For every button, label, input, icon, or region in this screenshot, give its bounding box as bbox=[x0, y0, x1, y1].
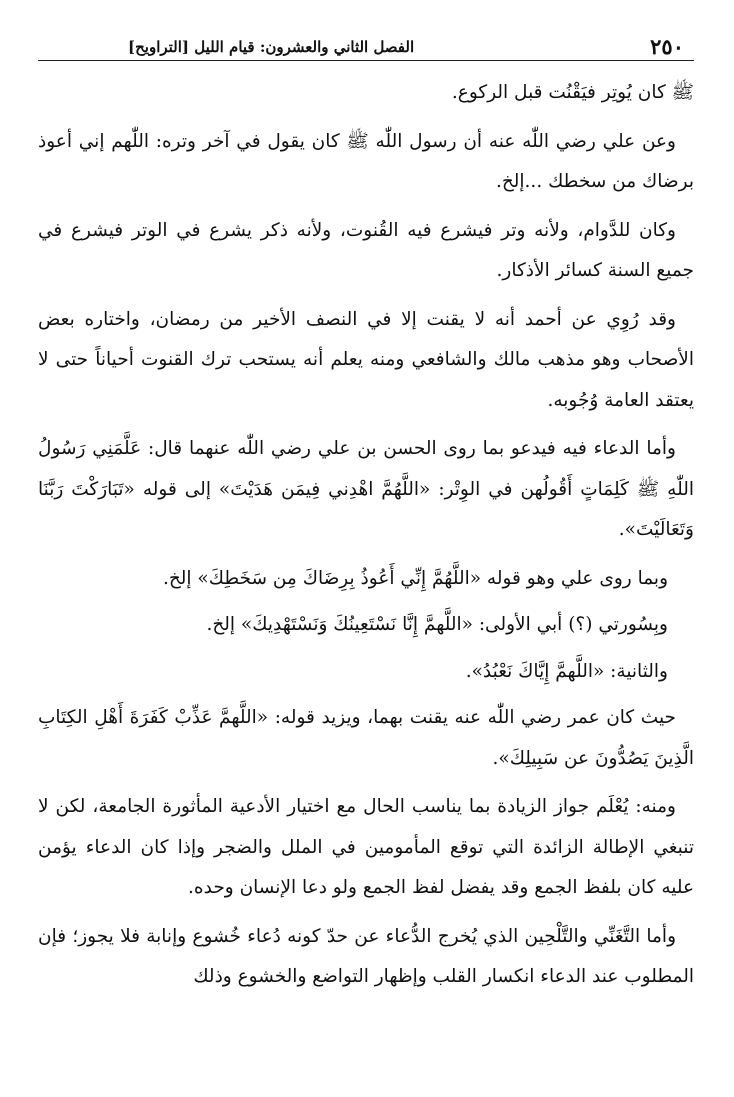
paragraph-ubayy-first-surah: وبِسُورتي (؟) أبي الأولى: «اللَّهمَّ إِنَّا نَسْتَعِينُكَ وَنَسْتَهْدِيكَ» إلخ. bbox=[206, 614, 668, 635]
page-number: ٢٥٠ bbox=[650, 34, 684, 59]
paragraph-umar-qunut: حيث كان عمر رضي اللّٰه عنه يقنت بهما، ويزيد قوله: «اللَّهمَّ عَذِّبْ كَفَرَةَ أَهْلِ الكِتَابِ الَّذِينَ يَصُدُّونَ عن سَبِيلِكَ». bbox=[38, 707, 694, 769]
paragraph-ali-narration: وعن علي رضي اللّٰه عنه أن رسول اللّٰه ﷺ كان يقول في آخر وتره: اللّٰهم إني أعوذ برضاك من سخطك ...إلخ. bbox=[38, 130, 694, 192]
paragraph-witr-qunut: ﷺ كان يُوتِر فيَقْنُت قبل الركوع. bbox=[451, 82, 694, 103]
paragraph-hasan-dua: وأما الدعاء فيه فيدعو بما روى الحسن بن علي رضي اللّٰه عنهما قال: عَلَّمَنِي رَسُولُ اللّٰهِ ﷺ كَلِمَاتٍ أَقُولُهن في الوِتْر: «اللَّهُمَّ اهْدِني فِيمَن هَدَيْتَ» إلى قوله «تَبَارَكْتَ رَبَّنَا وَتَعَالَيْتَ». bbox=[38, 438, 694, 540]
paragraph-ali-dua: وبما روى علي وهو قوله «اللَّهُمَّ إِنِّي أَعُوذُ بِرِضَاكَ مِن سَخَطِكَ» إلخ. bbox=[162, 567, 668, 589]
paragraph-chanting: وأما التَّغَنِّي والتَّلْحِين الذي يُخرج الدُّعاء عن حدّ كونه دُعاء خُشوع وإنابة فلا يجوز؛ فإن المطلوب عند الدعاء انكسار القلب وإظهار التواضع والخشوع وذلك bbox=[38, 925, 694, 987]
paragraph-permanence: وكان للدَّوام، ولأنه وتر فيشرع فيه القُنوت، ولأنه ذكر يشرع في الوتر فيشرع في جميع السنة كسائر الأذكار. bbox=[38, 219, 694, 281]
paragraph-ubayy-second-surah: والثانية: «اللَّهمَّ إِيَّاكَ نَعْبُدُ». bbox=[465, 660, 668, 682]
chapter-title: الفصل الثاني والعشرون: قيام الليل [التراويح] bbox=[128, 38, 415, 56]
running-header bbox=[38, 30, 694, 61]
paragraph-additions: ومنه: يُعْلَم جواز الزيادة بما يناسب الحال مع اختيار الأدعية المأثورة الجامعة، لكن لا تنبغي الإطالة الزائدة التي توقع المأمومين في الملل والضجر وإذا كان الدعاء يؤمن عليه كان بلفظ الجمع وقد يفضل لفظ الجمع ولو دعا الإنسان وحده. bbox=[38, 796, 694, 898]
body-text bbox=[38, 73, 694, 998]
paragraph-ahmad-opinion: وقد رُوِي عن أحمد أنه لا يقنت إلا في النصف الأخير من رمضان، واختاره بعض الأصحاب وهو مذهب مالك والشافعي ومنه يعلم أنه يستحب ترك القنوت أحياناً حتى لا يعتقد العامة وُجُوبه. bbox=[38, 308, 694, 411]
